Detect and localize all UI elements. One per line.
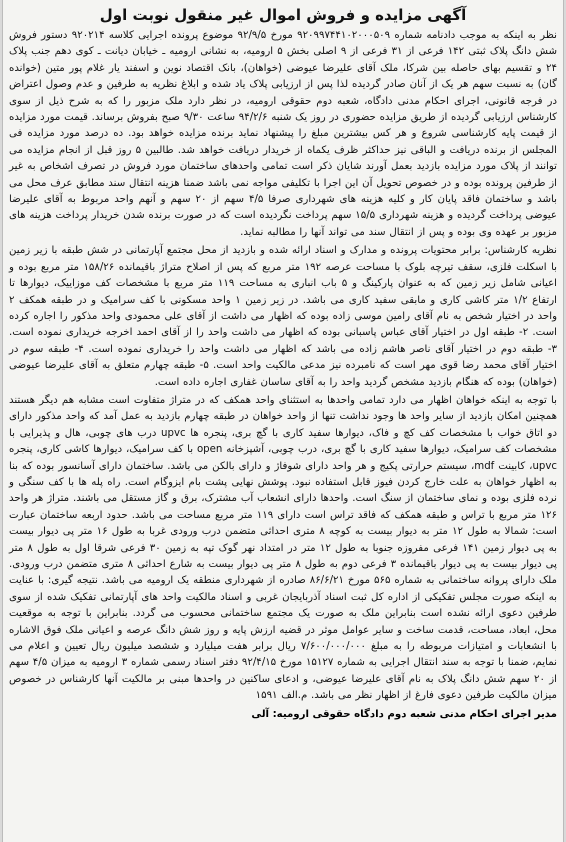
notice-title: آگهی مزایده و فروش اموال غیر منقول نوبت اول — [99, 6, 467, 24]
newspaper-notice-clipping — [2, 0, 564, 842]
notice-body — [3, 28, 563, 705]
notice-paragraph-main: نظر به اینکه به موجب دادنامه شماره ۹۲۰۹۹۷۴۴۱۰۲۰۰۰۵۰۹ مورخ ۹۲/۹/۵ موضوع پرونده اجرایی کلاسه ۹۲۰۲۱۴ دستور فروش شش دانگ پلاک ثبتی ۱۴۲ فرعی از ۳۱ فرعی از ۹ اصلی بخش ۵ ارومیه، به نشانی ارومیه ـ خیابان دیانت ـ کوی دهم جنب پلاک ۲۴ و تقسیم بهای حاصله بین شرکا، ملک آقای علیرضا عیوضی (خواهان)، بانک اقتصاد نوین و اسفند یار غلام پور متین (خوانده گان) به نسبت سهم هر یک از آنان صادر گردیده لذا پس از ارزیابی پلاک یاد شده و ابلاغ نظریه به طرفین و عدم وصول اعتراض در فرجه قانونی، اجرای احکام مدنی دادگاه، شعبه دوم حقوقی ارومیه، در نظر دارد ملک مزبور را که به شرح ذیل از سوی کارشناس ارزیابی گردیده از طریق مزایده حضوری در روز یک شنبه ۹۴/۲/۶ ساعت ۹/۳۰ صبح بفروش برساند. قیمت مورد مزایده از قیمت پایه کارشناسی شروع و هر کس بیشترین مبلغ را پیشنهاد نماید برنده مزایده خواهد بود. ده درصد مورد مزایده فی المجلس از برنده دریافت و الباقی نیز حداکثر ظرف یکماه از خریدار دریافت خواهد شد. طالبین ۵ روز قبل از انجام مزایده می توانند از پلاک مورد مزایده بازدید بعمل آورند شایان ذکر است تمامی واحدهای ساختمان مورد فروش در تصرف اشخاص به غیر از طرفین پرونده بوده و در خصوص تحویل آن این اجرا با تکلیفی مواجه نمی باشد ضمنا هزینه انتقال سند مطابق عرف محل می باشد و ساختمان فاقد پایان کار و کلیه هزینه های شهرداری صرفا ۴/۵ سهم از ۲۰ سهم و آنهم واحد مربوط به آقای علیرضا عیوضی پرداخت گردیده و هزینه شهرداری ۱۵/۵ سهم پرداخت نگردیده است که در صورت برنده شدن خریدار پرداخت هزینه های مزبور بر عهده وی بوده و پس از انتقال سند می تواند آنها را مطالبه نماید. — [9, 30, 558, 238]
notice-signature — [3, 707, 563, 722]
signature-text: مدیر اجرای احکام مدنی شعبه دوم دادگاه حقوقی ارومیه: آلی — [251, 708, 557, 720]
notice-paragraph-expert-opinion: نظریه کارشناس: برابر محتویات پرونده و مدارک و اسناد ارائه شده و بازدید از محل مجتمع آپارتمانی در شش طبقه با زیر زمین با اسکلت فلزی، سقف تیرچه بلوک با مساحت عرصه ۱۹۲ متر مربع که پس از اصلاح متراژ باقیمانده ۱۵۸/۲۶ متر مربع بوده و اعیانی شامل زیر زمین که به عنوان پارکینگ و ۵ باب انباری به مساحت ۱۱۹ متر مربع با مشخصات کف موزاییک، دیوارها تا ارتفاع ۱/۲ متر کاشی کاری و مابقی سفید کاری می باشد. در زیر زمین ۱ واحد مسکونی با کف سرامیک و در طبقه همکف ۲ واحد در اختیار شخص به نام آقای رامین موسی زاده بوده که اظهار می داشت از آقای علی محمودی واحد مذکور را اجاره کرده است. ۲- طبقه اول در اختیار آقای عباس پاسبانی بوده که اظهار می داشت واحد را از آقای احمد اخرجه خریداری نموده است. ۳- طبقه دوم در اختیار آقای ناصر هاشم زاده می باشد که اظهار می داشت واحد را خریداری نموده است. ۴- طبقه سوم در اختیار آقای محمد رضا قوی مهر است که نامبرده نیز مدعی مالکیت واحد است. ۵- طبقه چهارم متعلق به آقای علیرضا عیوضی (خواهان) بوده که هنگام بازدید مشخص گردید واحد را به آقای ساسان غفاری اجاره داده است. — [9, 245, 558, 388]
notice-paragraph-property-details: با توجه به اینکه خواهان اظهار می دارد تمامی واحدها به استثنای واحد همکف که در متراژ متفاوت است مشابه هم دیگر هستند همچنین امکان بازدید از سایر واحد ها وجود نداشت تنها از واحد خواهان در طبقه چهارم بازدید به عمل آمد که واحد مذکور دارای دو اتاق خواب با مشخصات کف کچ و فاک، دیوارها سفید کاری با گچ بری، پنجره ها upvc درب های چوبی، هال و پذیرایی با مشخصات کف سرامیک، دیوارها سفید کاری با گچ بری، درب چوبی، آشپزخانه open با کف سرامیک، دیوارها کاشی کاری، پنجره upvc، کابینت mdf، سیستم حرارتی پکیج و هر واحد دارای شوفاژ و دارای بالکن می باشد. ساختمان دارای آسانسور بوده که بنا به اظهار خواهان به علت خارج کردن فیوز قابل استفاده نبود. پوشش نهایی پشت بام ایزوگام است. راه پله ها با کف سنگی و نرده فلزی بوده و نمای ساختمان از سنگ است. واحدها دارای انشعاب آب مشترک، برق و گاز مستقل می باشند. متراژ هر واحد ۱۲۶ متر مربع با تراس و طبقه همکف که فاقد تراس است دارای ۱۱۹ متر مربع مساحت می باشد. حدود اربعه ساختمان عبارت است: شمالا به طول ۱۲ متر به دیوار بیست به کوچه ۸ متری احداثی متضمن درب ورودی غربا به طول ۱۶ متر پی دیوار بیست به پی دیوار زمین ۱۴۱ فرعی مفروزه جنوبا به طول ۱۲ متر در امتداد نهر گوک تپه به زمین ۳۰ فرعی شرقا اول به طول ۸ متر پی دیوار بیست به پی دیوار باقیمانده ۳ فرعی دوم به طول ۸ متر پی دیوار بیست به شارع احداثی ۸ متری متضمن درب ورودی. ملک دارای پروانه ساختمانی به شماره ۵۶۵ مورخ ۸۶/۶/۲۱ صادره از شهرداری منطقه یک ارومیه می باشد. نتیجه گیری: با عنایت به اینکه صورت مجلس تفکیکی از اداره کل ثبت اسناد آذربایجان غربی و اسناد مالکیت واحد های آپارتمانی تفکیک شده از سوی طرفین دعوی ارائه نشده است بنابراین ملک به صورت یک مجتمع ساختمانی محسوب می گردد. بنابراین با توجه به موقعیت محل، ابعاد، مساحت، قدمت ساخت و سایر عوامل موثر در قضیه ارزش پایه و روز شش دانگ عرصه و اعیانی ملک فوق الاشاره با انشعابات و امتیازات مربوطه را به مبلغ ۷/۶۰۰/۰۰۰/۰۰۰ ریال برابر هفت میلیارد و ششصد میلیون ریال تعیین و اعلام می نمایم، ضمنا با توجه به سند انتقال اجرایی به شماره ۱۵۱۲۷ مورخ ۹۲/۴/۱۵ دفتر اسناد رسمی شماره ۳ ارومیه به میزان ۴/۵ سهم از ۲۰ سهم شش دانگ پلاک به نام آقای علیرضا عیوضی، و ادعای ساکنین در واحدها مبنی بر مالکیت آنها کارشناس در خصوص میزان مالکیت طرفین دعوی فارغ از اظهار نظر می باشد. م.الف ۱۵۹۱ — [9, 394, 557, 702]
